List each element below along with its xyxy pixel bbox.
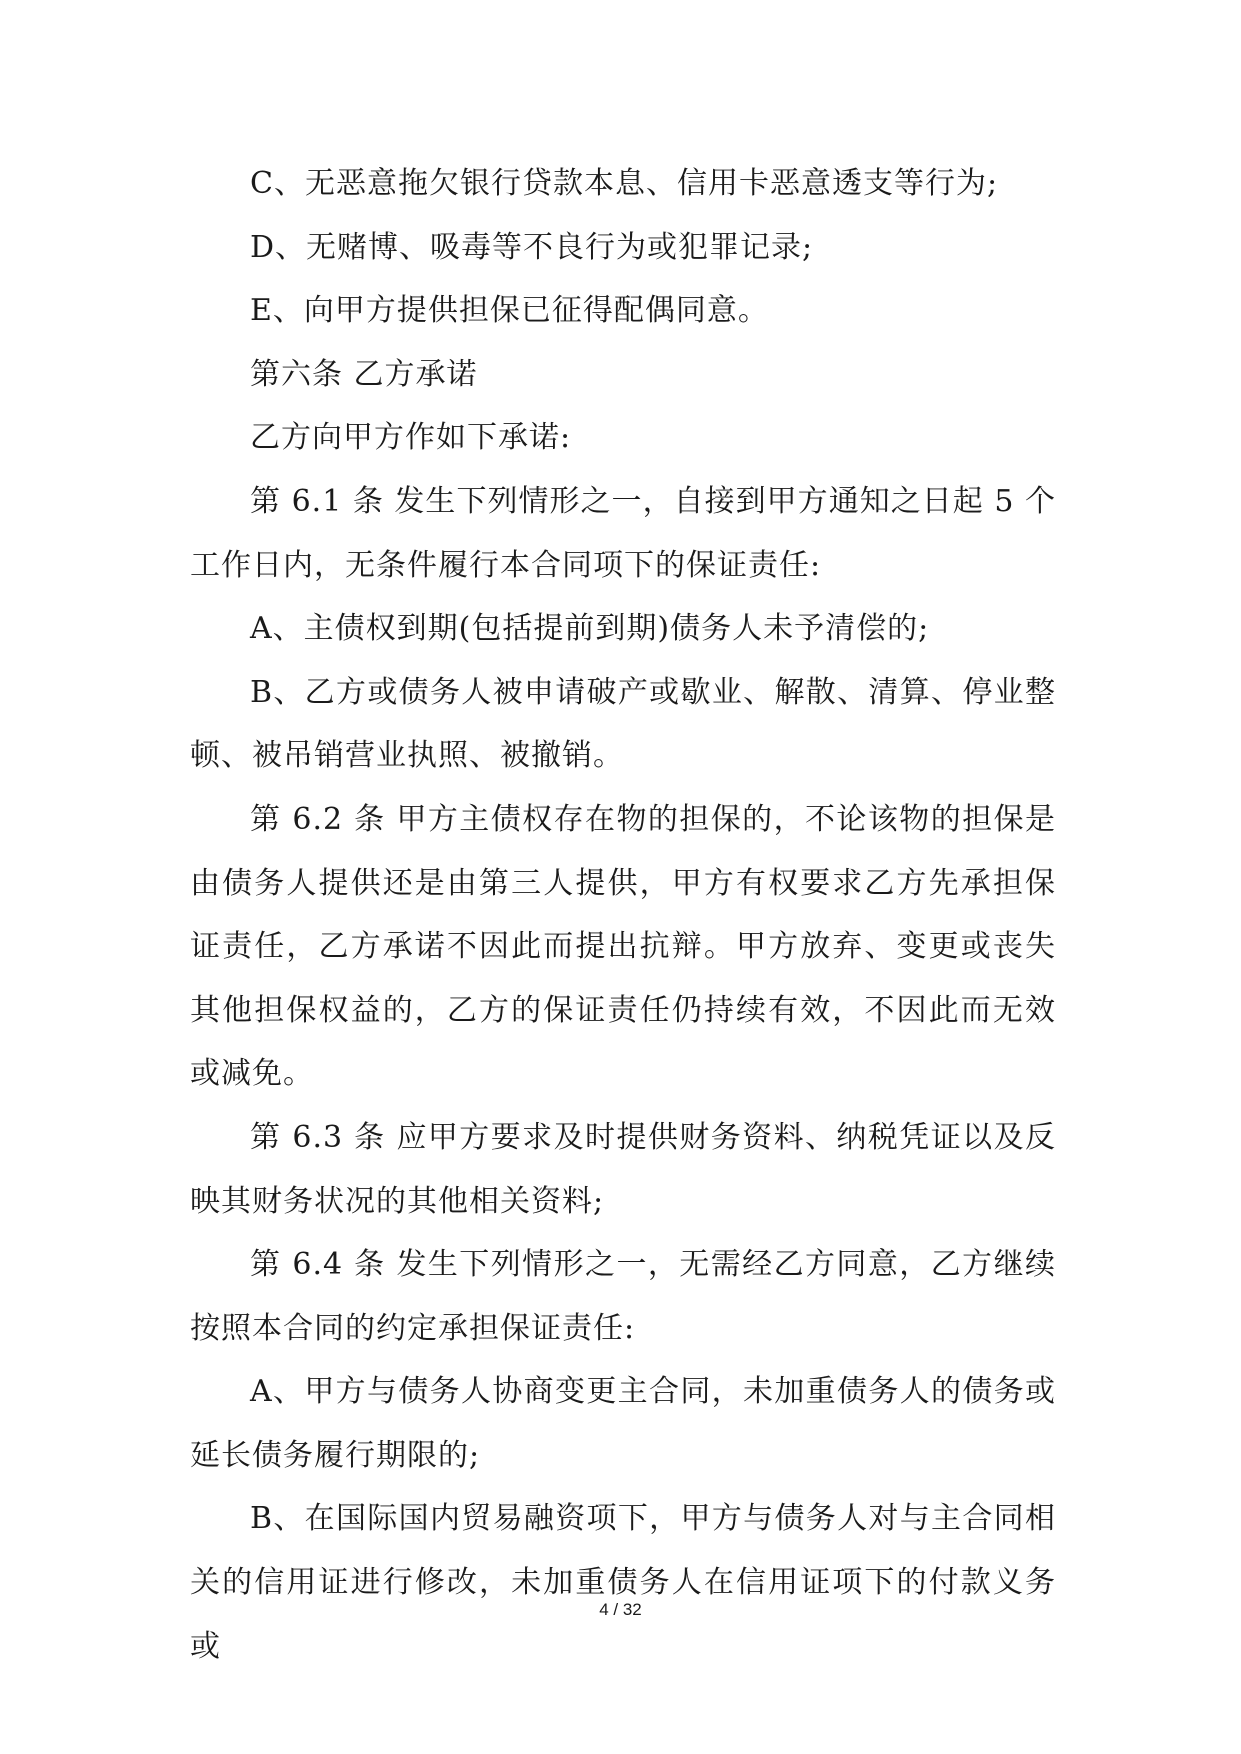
paragraph-6-1-item-a: A、主债权到期(包括提前到期)债务人未予清偿的; — [250, 611, 930, 647]
paragraph-clause-d: D、无赌博、吸毒等不良行为或犯罪记录; — [250, 229, 814, 265]
paragraph-article-6-4: 第 6.4 条 发生下列情形之一，无需经乙方同意，乙方继续按照本合同的约定承担保证责任: — [190, 1247, 1056, 1346]
document-body — [190, 152, 1056, 1678]
paragraph-clause-c: C、无恶意拖欠银行贷款本息、信用卡恶意透支等行为; — [250, 166, 999, 201]
paragraph-commitment-intro: 乙方向甲方作如下承诺: — [250, 420, 572, 456]
page-number: 4 / 32 — [599, 1600, 642, 1619]
paragraph-article-6-3: 第 6.3 条 应甲方要求及时提供财务资料、纳税凭证以及反映其财务状况的其他相关资料; — [190, 1119, 1056, 1219]
paragraph-6-1-item-b: B、乙方或债务人被申请破产或歇业、解散、清算、停业整顿、被吊销营业执照、被撤销。 — [190, 674, 1056, 774]
paragraph-article-6-1: 第 6.1 条 发生下列情形之一，自接到甲方通知之日起 5 个工作日内，无条件履行本合同项下的保证责任: — [190, 483, 1056, 583]
paragraph-article-6-2: 第 6.2 条 甲方主债权存在物的担保的，不论该物的担保是由债务人提供还是由第三人提供，甲方有权要求乙方先承担保证责任，乙方承诺不因此而提出抗辩。甲方放弃、变更或丧失其他担保权益的，乙方的保证责任仍持续有效，不因此而无效或减免。 — [190, 801, 1056, 1092]
paragraph-6-4-item-a: A、甲方与债务人协商变更主合同，未加重债务人的债务或延长债务履行期限的; — [190, 1374, 1056, 1473]
paragraph-clause-e: E、向甲方提供担保已征得配偶同意。 — [250, 293, 769, 329]
article-six-heading: 第六条 乙方承诺 — [250, 356, 478, 392]
paragraph-6-4-item-b: B、在国际国内贸易融资项下，甲方与债务人对与主合同相关的信用证进行修改，未加重债务人在信用证项下的付款义务或 — [190, 1501, 1056, 1664]
